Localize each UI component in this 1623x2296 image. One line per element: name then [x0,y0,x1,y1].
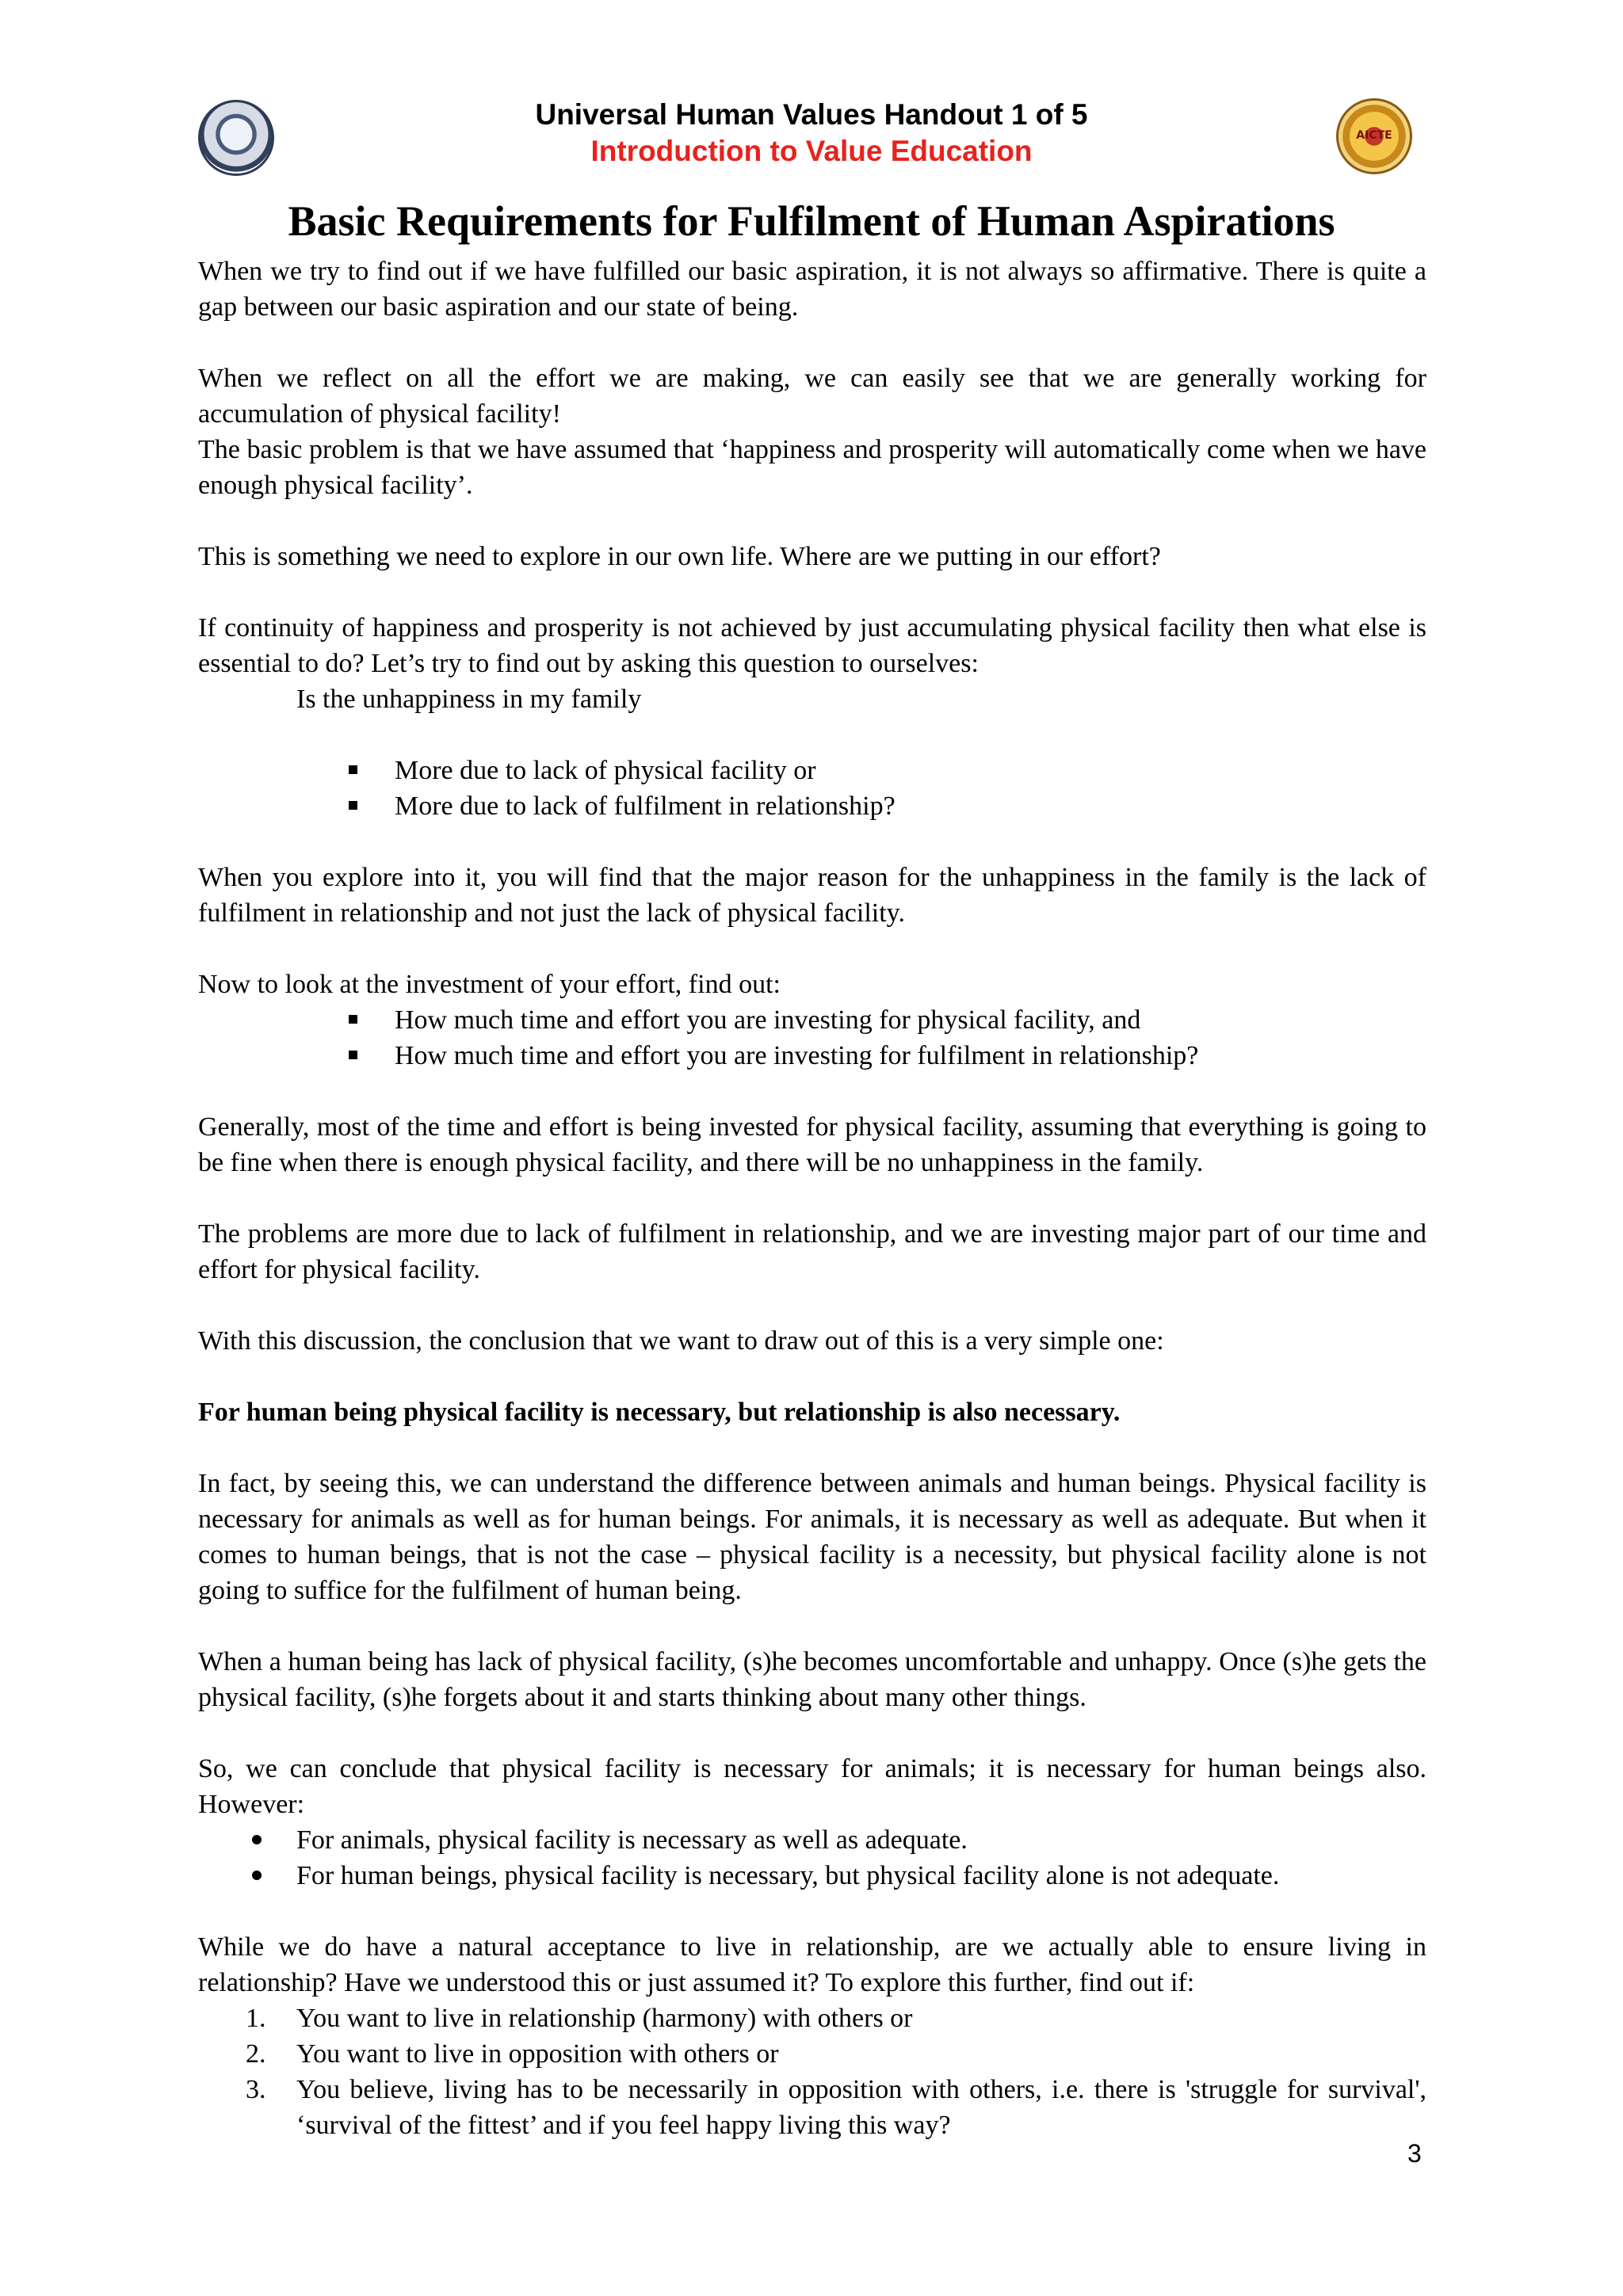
list-item-text: You want to live in opposition with others or [296,2039,779,2069]
list-item [198,2072,1426,2143]
list-item: How much time and effort you are investing for physical facility, and [198,1002,1426,1038]
list-item: For human beings, physical facility is necessary, but physical facility alone is not adequate. [198,1858,1426,1894]
paragraph: With this discussion, the conclusion that we want to draw out of this is a very simple one: [198,1326,1164,1356]
handout-subtitle: Introduction to Value Education [590,135,1033,167]
page-number: 3 [1407,2139,1422,2168]
paragraph: The problems are more due to lack of fulfilment in relationship, and we are investing major part of our time and effort for physical facility. [198,1219,1426,1284]
paragraph: This is something we need to explore in our own life. Where are we putting in our effort? [198,542,1161,571]
paragraph: While we do have a natural acceptance to live in relationship, are we actually able to ensure living in relationship? Have we understood this or just assumed it? To explore this further, find out if: [198,1932,1426,1997]
paragraph: The basic problem is that we have assumed that ‘happiness and prosperity will automatically come when we have enough physical facility’. [198,435,1426,500]
list-item: For animals, physical facility is necessary as well as adequate. [198,1822,1426,1858]
seal-text: AICTE [1356,129,1392,142]
family-question-list [198,753,1426,824]
paragraph: When we try to find out if we have fulfilled our basic aspiration, it is not always so affirmative. There is quite a gap between our basic aspiration and our state of being. [198,257,1426,322]
paragraph: When a human being has lack of physical facility, (s)he becomes uncomfortable and unhappy. Once (s)he gets the physical facility, (s)he forgets about it and starts thinking about many other things. [198,1647,1426,1712]
investment-list [198,1002,1426,1074]
paragraph: When you explore into it, you will find that the major reason for the unhappiness in the family is the lack of fulfilment in relationship and not just the lack of physical facility. [198,863,1426,928]
list-item [198,2000,1426,2036]
key-conclusion: For human being physical facility is necessary, but relationship is also necessary. [198,1398,1121,1427]
list-number: 1. [246,2004,266,2033]
paragraph: Generally, most of the time and effort is being invested for physical facility, assuming that everything is going to be fine when there is enough physical facility, and there will be no unhappiness in the family. [198,1112,1426,1177]
list-item: More due to lack of physical facility or [198,753,1426,788]
list-item: How much time and effort you are investing for fulfilment in relationship? [198,1038,1426,1074]
list-item-text: You want to live in relationship (harmony) with others or [296,2004,913,2033]
paragraph: Now to look at the investment of your effort, find out: [198,970,781,999]
paragraph: When we reflect on all the effort we are making, we can easily see that we are generally working for accumulation of physical facility! [198,364,1426,429]
however-list [198,1822,1426,1894]
paragraph: In fact, by seeing this, we can understand the difference between animals and human beings. Physical facility is necessary for animals as well as for human beings. For animals, it is necessary as well as adequate. But when it comes to human beings, that is not the case – physical facility is a necessity, but physical facility alone is not going to suffice for the fulfilment of human being. [198,1469,1426,1605]
indented-question: Is the unhappiness in my family [296,685,642,714]
list-number: 3. [246,2075,266,2104]
handout-series-title: Universal Human Values Handout 1 of 5 [535,98,1088,131]
page-title: Basic Requirements for Fulfilment of Human Aspirations [288,197,1335,245]
document-body [198,254,1426,2143]
list-number: 2. [246,2039,266,2069]
list-item [198,2036,1426,2072]
list-item: More due to lack of fulfilment in relationship? [198,788,1426,824]
paragraph: So, we can conclude that physical facility is necessary for animals; it is necessary for human beings also. However: [198,1754,1426,1819]
list-item-text: You believe, living has to be necessarily in opposition with others, i.e. there is 'struggle for survival', ‘survival of the fittest’ and if you feel happy living this way? [296,2075,1426,2140]
findout-list [198,2000,1426,2143]
paragraph: If continuity of happiness and prosperity is not achieved by just accumulating physical facility then what else is essential to do? Let’s try to find out by asking this question to ourselves: [198,613,1426,678]
